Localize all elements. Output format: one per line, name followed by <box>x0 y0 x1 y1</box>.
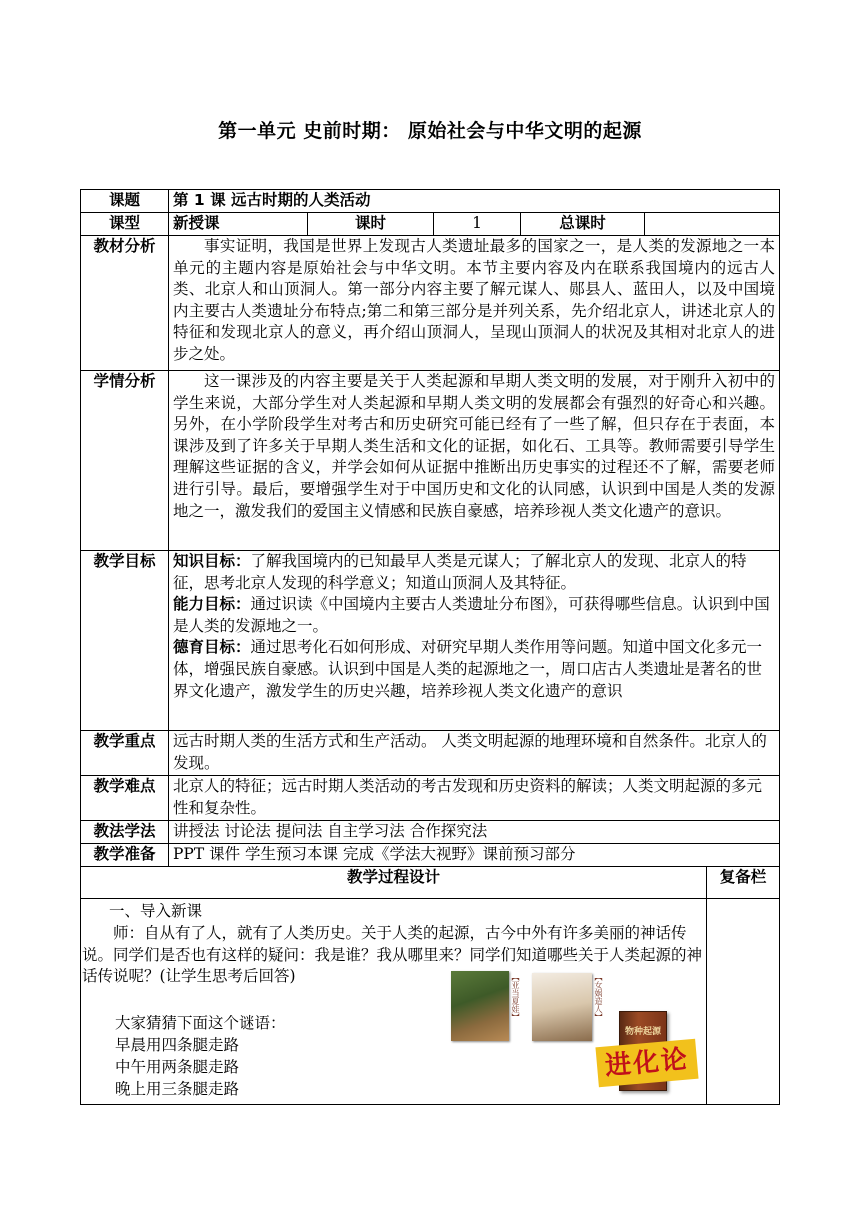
moral-label: 德育目标： <box>173 638 251 657</box>
difficulties-label: 教学难点 <box>81 776 169 821</box>
review-column <box>707 899 780 1105</box>
topic-value: 第 1 课 远古时期的人类活动 <box>169 190 780 213</box>
step-intro: 一、导入新课 <box>109 902 203 920</box>
ability-label: 能力目标： <box>173 595 251 614</box>
intro-paragraph: 师：自从有了人，就有了人类历史。关于人类的起源，古今中外有许多美丽的神话传说。同学们是否也有这样的疑问：我是谁？我从哪里来？同学们知道哪些关于人类起源的神话传说呢？(让学生思考后回答) <box>82 924 703 986</box>
knowledge-text: 了解我国境内的已知最早人类是元谋人；了解北京人的发现、北京人的特征，思考北京人发现的科学意义；知道山顶洞人及其特征。 <box>173 552 747 592</box>
period-label: 课时 <box>308 213 434 236</box>
moral-objective <box>173 637 775 702</box>
unit-title: 第一单元 史前时期： 原始社会与中华文明的起源 <box>218 120 642 142</box>
knowledge-label: 知识目标： <box>173 552 251 570</box>
type-label: 课型 <box>81 213 169 236</box>
adam-eve-image <box>451 971 509 1041</box>
total-label: 总课时 <box>521 213 645 236</box>
illustrations <box>433 963 699 1093</box>
total-value <box>645 213 780 236</box>
riddle-line-2: 中午用两条腿走路 <box>115 1058 240 1076</box>
riddle-line-3: 晚上用三条腿走路 <box>115 1080 240 1098</box>
key-points-text: 远古时期人类的生活方式和生产活动。 人类文明起源的地理环境和自然条件。北京人的发现。 <box>169 731 780 776</box>
riddle-line-1: 早晨用四条腿走路 <box>115 1036 240 1054</box>
process-content <box>81 899 706 1104</box>
preparation-label: 教学准备 <box>81 844 169 867</box>
caption-nuwa: 【女娲造人】 <box>594 973 603 1021</box>
objectives-label: 教学目标 <box>81 551 169 731</box>
book-title: 物种起源 <box>624 1027 661 1037</box>
objectives-cell <box>169 551 780 731</box>
nuwa-image <box>532 973 592 1041</box>
evolution-stamp: 进化论 <box>595 1039 698 1088</box>
period-value: 1 <box>434 213 521 236</box>
topic-label: 课题 <box>81 190 169 213</box>
methods-label: 教法学法 <box>81 821 169 844</box>
caption-adam-eve: 【亚当夏娃】 <box>511 973 520 1021</box>
difficulties-text: 北京人的特征；远古时期人类活动的考古发现和历史资料的解读；人类文明起源的多元性和复杂性。 <box>169 776 780 821</box>
moral-text: 通过思考化石如何形成、对研究早期人类作用等问题。知道中国文化多元一体，增强民族自豪感。认识到中国是人类的起源地之一，周口店古人类遗址是著名的世界文化遗产，激发学生的历史兴趣，培养珍视人类文化遗产的意识 <box>173 638 763 700</box>
review-header: 复备栏 <box>707 867 780 899</box>
key-points-label: 教学重点 <box>81 731 169 776</box>
knowledge-objective <box>173 551 775 594</box>
type-value: 新授课 <box>169 213 308 236</box>
preparation-text: PPT 课件 学生预习本课 完成《学法大视野》课前预习部分 <box>169 844 780 867</box>
students-text: 这一课涉及的内容主要是关于人类起源和早期人类文明的发展，对于刚升入初中的学生来说，大部分学生对人类起源和早期人类文明的发展都会有强烈的好奇心和兴趣。另外，在小学阶段学生对考古和历史研究可能已经有了一些了解，但只存在于表面，本课涉及到了许多关于早期人类生活和文化的证据，如化石、工具等。教师需要引导学生理解这些证据的含义，并学会如何从证据中推断出历史事实的过程还不了解，需要老师进行引导。最后，要增强学生对于中国历史和文化的认同感，认识到中国是人类的发源地之一，激发我们的爱国主义情感和民族自豪感，培养珍视人类文化遗产的意识。 <box>173 372 776 520</box>
methods-text: 讲授法 讨论法 提问法 自主学习法 合作探究法 <box>169 821 780 844</box>
textbook-label: 教材分析 <box>81 236 169 371</box>
riddle-intro: 大家猜猜下面这个谜语： <box>115 1014 286 1032</box>
ability-text: 通过识读《中国境内主要古人类遗址分布图》，可获得哪些信息。认识到中国是人类的发源地之一。 <box>173 595 770 635</box>
textbook-text: 事实证明，我国是世界上发现古人类遗址最多的国家之一，是人类的发源地之一本单元的主题内容是原始社会与中华文明。本节主要内容及内在联系我国境内的远古人类、北京人和山顶洞人。第一部分内容主要了解元谋人、郧县人、蓝田人，以及中国境内主要古人类遗址分布特点;第二和第三部分是并列关系，先介绍北京人，讲述北京人的特征和发现北京人的意义，再介绍山顶洞人，呈现山顶洞人的状况及其相对北京人的进步之处。 <box>173 237 776 363</box>
students-label: 学情分析 <box>81 371 169 551</box>
lesson-plan-table <box>80 189 780 1105</box>
process-header: 教学过程设计 <box>81 867 707 899</box>
ability-objective <box>173 594 775 637</box>
